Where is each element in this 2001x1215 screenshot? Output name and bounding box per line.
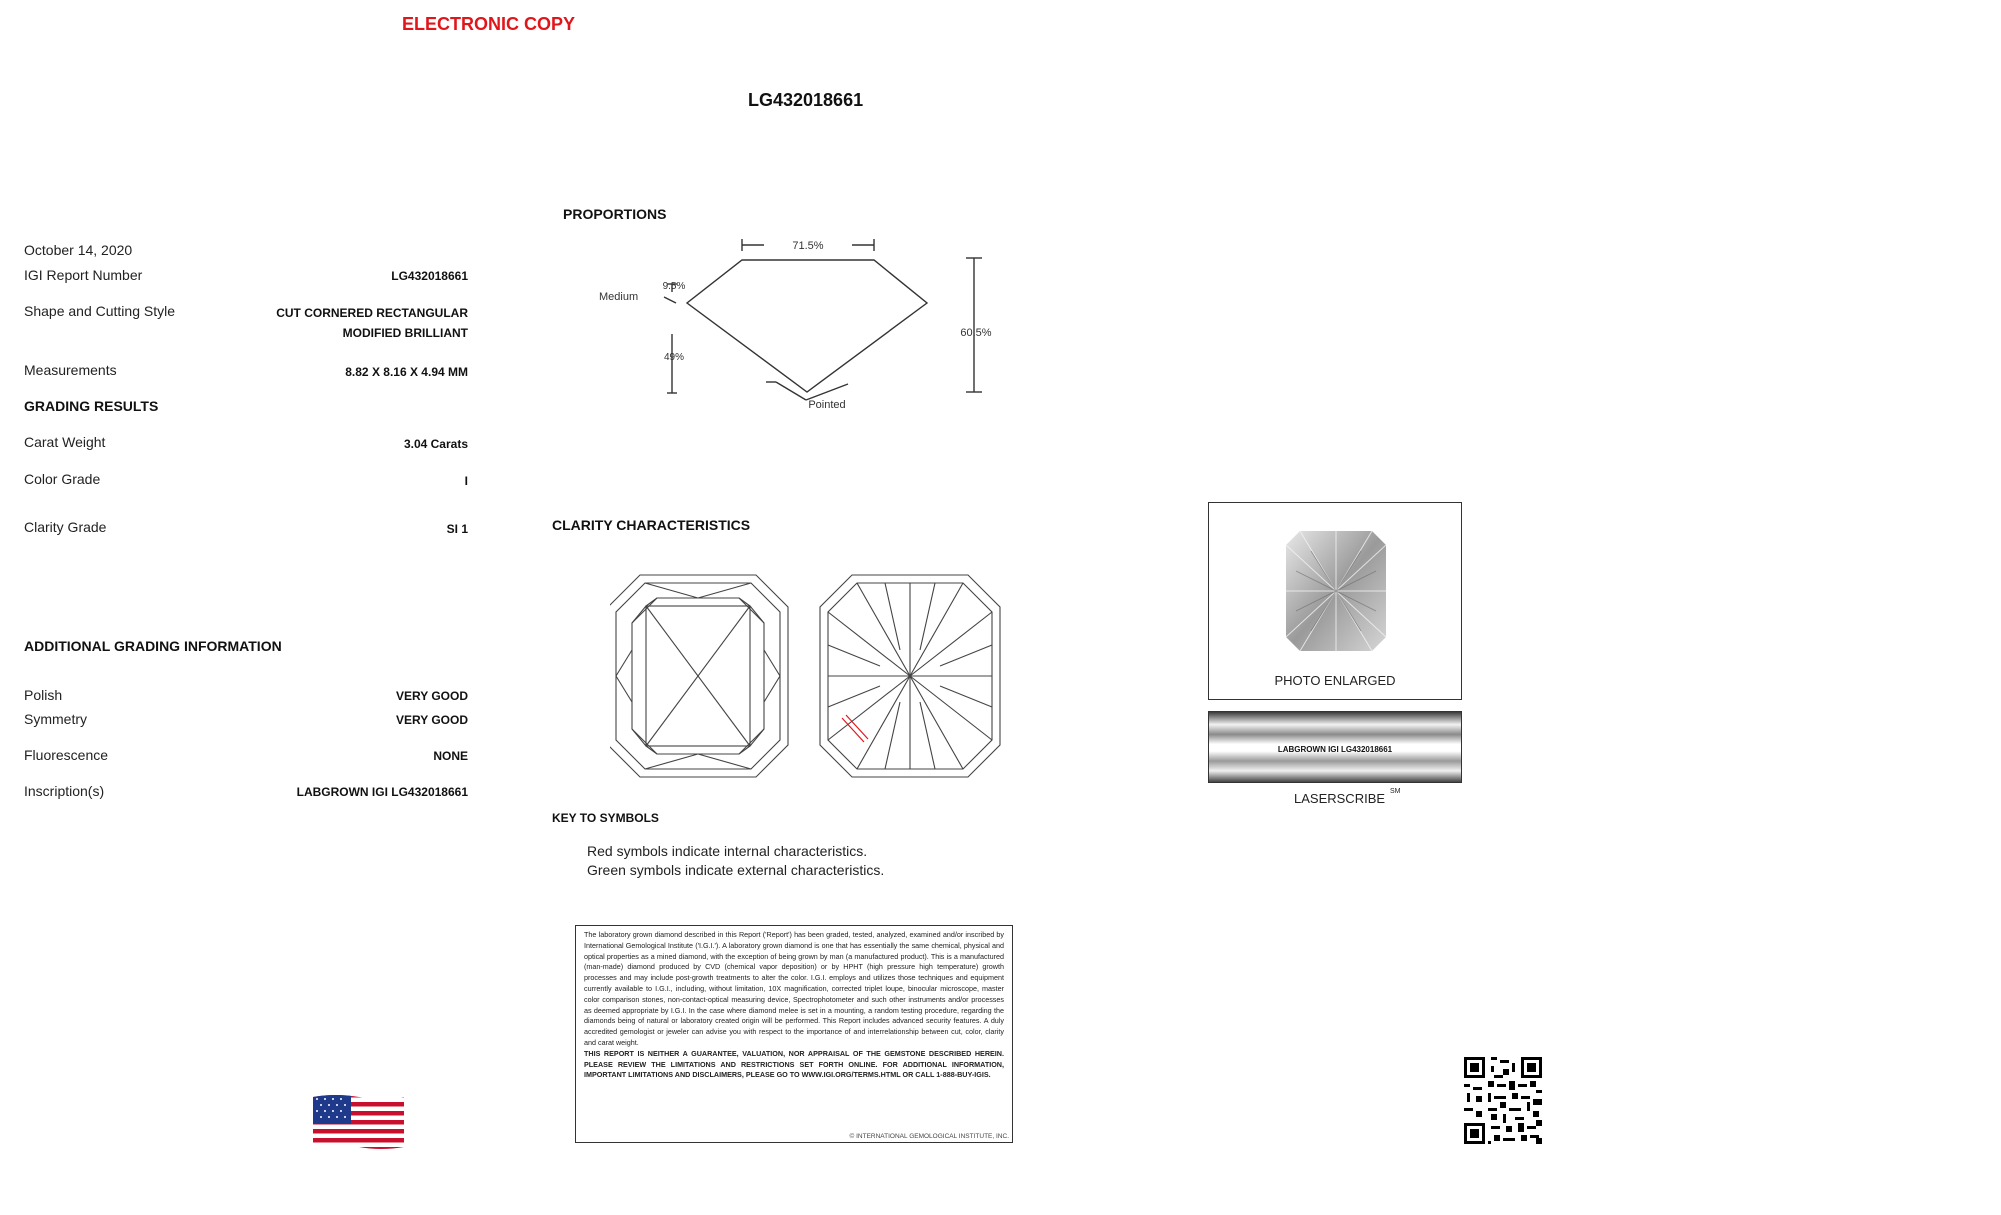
culet-label: Pointed — [808, 399, 846, 411]
disclaimer-box — [575, 925, 1013, 1143]
polish-value: VERY GOOD — [395, 689, 468, 703]
report-number-label: IGI Report Number — [24, 267, 143, 283]
disclaimer-caps: THIS REPORT IS NEITHER A GUARANTEE, VALUATION, NOR APPRAISAL OF THE GEMSTONE DESCRIBED HEREIN. PLEASE REVIEW THE LIMITATIONS AND RESTRICTIONS SET FORTH ONLINE. FOR ADDITIONAL INFORMATION, IMPORTANT LIMITATIONS AND DISCLAIMERS, PLEASE GO TO WWW.IGI.ORG/TERMS.HTML OR CALL 1-888-BUY-IGIS. — [584, 1048, 1004, 1080]
clarity-grade-value: SI 1 — [446, 522, 468, 536]
disclaimer-body: The laboratory grown diamond described in this Report ('Report') has been graded, tested, analyzed, examined and/or inscribed by International Gemological Institute ('I.G.I.'). A laboratory grown diamond is one that has essentially the same chemical, physical and optical properties as a mined diamond, with the exception of being grown by man (a manufactured product). This is a manufactured (man-made) diamond produced by CVD (chemical vapor deposition) or by HPHT (high pressure high temperature) growth processes and may include post-growth treatments to alter the color. I.G.I. employs and utilizes those techniques and equipment currently available to I.G.I., including, without limitation, 10X magnification, corrected triplet loupe, binocular microscope, master color comparison stones, non-contact-optical measuring device, Spectrophotometer and such other instruments and/or processes as deemed appropriate by I.G.I. In the case where diamond melee is set in a mounting, a random testing procedure, regarding the diamonds being of natural or laboratory created origin will be performed. This Report includes advanced security features. A duly accredited gemologist or jeweler can advise you with respect to the importance of and interrelationship between cut, color, clarity and carat weight. — [584, 930, 1004, 1047]
inscription-value: LABGROWN IGI LG432018661 — [296, 785, 468, 799]
symmetry-value: VERY GOOD — [395, 713, 468, 727]
proportions-title: PROPORTIONS — [563, 206, 667, 222]
key-line-red: Red symbols indicate internal characteristics. — [587, 843, 868, 859]
shape-value-line2: MODIFIED BRILLIANT — [342, 326, 468, 340]
qr-code-icon — [1464, 1057, 1542, 1144]
us-flag-icon — [311, 1093, 406, 1151]
girdle-label: Medium — [599, 291, 639, 303]
laserscribe-service-mark: SM — [1390, 788, 1401, 795]
shape-value-line1: CUT CORNERED RECTANGULAR — [276, 306, 468, 320]
laserscribe-inscription: LABGROWN IGI LG432018661 — [1277, 745, 1393, 754]
proportions-diagram — [580, 230, 1000, 420]
pavilion-percent: 49% — [663, 352, 685, 363]
photo-box — [1208, 502, 1462, 700]
carat-weight-label: Carat Weight — [24, 434, 106, 450]
carat-weight-value: 3.04 Carats — [403, 437, 468, 451]
laserscribe-label: LASERSCRIBE — [1294, 791, 1386, 806]
key-line-green: Green symbols indicate external characteristics. — [587, 862, 885, 878]
inscription-label: Inscription(s) — [24, 783, 105, 799]
laserscribe-image — [1208, 711, 1462, 783]
table-percent: 71.5% — [792, 240, 824, 252]
polish-label: Polish — [24, 687, 63, 703]
measurements-value: 8.82 X 8.16 X 4.94 MM — [345, 365, 468, 379]
symmetry-label: Symmetry — [24, 711, 87, 727]
report-number-value: LG432018661 — [391, 269, 468, 283]
diamond-profile — [687, 260, 927, 392]
clarity-grade-label: Clarity Grade — [24, 519, 107, 535]
clarity-plot-diagrams — [610, 570, 1010, 785]
report-date: October 14, 2020 — [24, 242, 133, 258]
additional-grading-title: ADDITIONAL GRADING INFORMATION — [24, 638, 282, 654]
diamond-photo — [1286, 531, 1386, 651]
fluorescence-value: NONE — [433, 749, 468, 763]
measurements-label: Measurements — [24, 362, 117, 378]
depth-percent: 60.5% — [960, 327, 992, 339]
grading-results-title: GRADING RESULTS — [24, 398, 159, 414]
shape-label: Shape and Cutting Style — [24, 303, 175, 319]
fluorescence-label: Fluorescence — [24, 747, 109, 763]
color-grade-value: I — [464, 474, 468, 488]
photo-caption: PHOTO ENLARGED — [1274, 673, 1396, 688]
clarity-characteristics-title: CLARITY CHARACTERISTICS — [552, 517, 751, 533]
color-grade-label: Color Grade — [24, 471, 101, 487]
copyright-text: © INTERNATIONAL GEMOLOGICAL INSTITUTE, INC. — [849, 1133, 1009, 1140]
crown-percent: 9.5% — [662, 281, 686, 292]
key-to-symbols-title: KEY TO SYMBOLS — [552, 811, 659, 825]
crown-view-outline — [610, 575, 788, 777]
electronic-copy-label: ELECTRONIC COPY — [402, 14, 576, 34]
report-number-title: LG432018661 — [748, 90, 864, 110]
